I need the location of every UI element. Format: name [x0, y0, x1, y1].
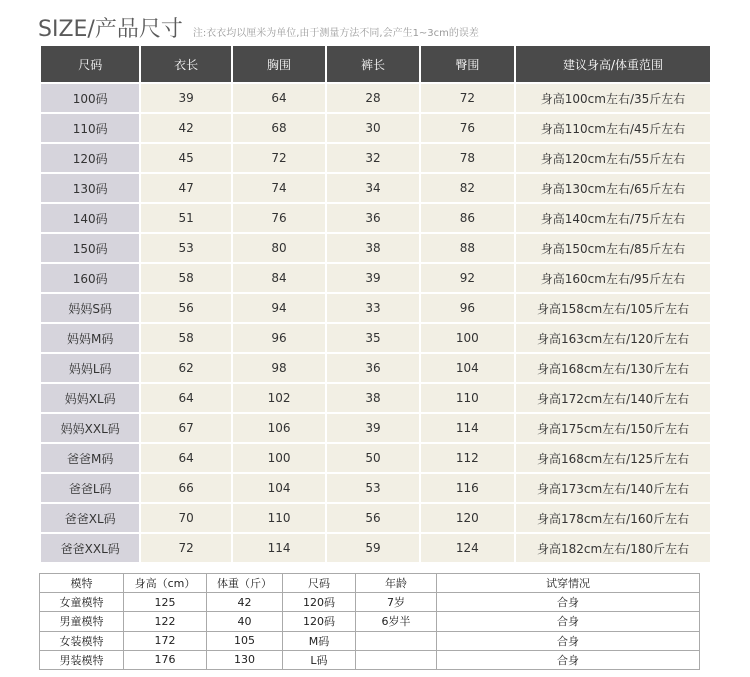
table-cell: 62: [141, 354, 230, 382]
table-cell: 104: [421, 354, 514, 382]
table-cell: 47: [141, 174, 230, 202]
table-cell: [356, 650, 437, 669]
size-row: [41, 354, 710, 382]
model-row: [40, 650, 700, 669]
table-cell: 110: [233, 504, 325, 532]
row-label-cell: 110码: [41, 114, 139, 142]
table-cell: 96: [421, 294, 514, 322]
row-label-cell: 女童模特: [40, 593, 124, 612]
table-cell: 身高140cm左右/75斤左右: [516, 204, 710, 232]
table-cell: 7岁: [356, 593, 437, 612]
row-label-cell: 120码: [41, 144, 139, 172]
size-row: [41, 84, 710, 112]
header-cell: 年龄: [356, 574, 437, 593]
table-cell: 76: [421, 114, 514, 142]
size-row: [41, 144, 710, 172]
table-cell: 39: [327, 264, 418, 292]
size-row: [41, 534, 710, 562]
table-cell: 64: [141, 384, 230, 412]
table-cell: 身高100cm左右/35斤左右: [516, 84, 710, 112]
table-cell: 176: [124, 650, 207, 669]
row-label-cell: 女装模特: [40, 631, 124, 650]
table-cell: 39: [327, 414, 418, 442]
header-cell: 模特: [40, 574, 124, 593]
table-cell: M码: [283, 631, 356, 650]
row-label-cell: 男装模特: [40, 650, 124, 669]
table-cell: 124: [421, 534, 514, 562]
table-cell: 38: [327, 384, 418, 412]
table-cell: 106: [233, 414, 325, 442]
table-cell: 身高120cm左右/55斤左右: [516, 144, 710, 172]
table-cell: 58: [141, 264, 230, 292]
row-label-cell: 妈妈L码: [41, 354, 139, 382]
size-row: [41, 234, 710, 262]
model-fit-table: [39, 573, 700, 670]
table-cell: 33: [327, 294, 418, 322]
row-label-cell: 爸爸XXL码: [41, 534, 139, 562]
table-cell: 120: [421, 504, 514, 532]
size-row: [41, 294, 710, 322]
table-cell: 40: [207, 612, 283, 631]
table-cell: 72: [141, 534, 230, 562]
table-cell: 合身: [437, 631, 700, 650]
table-cell: 56: [327, 504, 418, 532]
table-cell: 84: [233, 264, 325, 292]
table-cell: 100: [233, 444, 325, 472]
row-label-cell: 100码: [41, 84, 139, 112]
table-cell: 30: [327, 114, 418, 142]
table-cell: 28: [327, 84, 418, 112]
row-label-cell: 150码: [41, 234, 139, 262]
size-chart-header-row: [41, 46, 710, 82]
row-label-cell: 男童模特: [40, 612, 124, 631]
table-cell: 51: [141, 204, 230, 232]
table-cell: 67: [141, 414, 230, 442]
page-title: SIZE/产品尺寸: [38, 17, 183, 42]
table-cell: 6岁半: [356, 612, 437, 631]
table-cell: 身高110cm左右/45斤左右: [516, 114, 710, 142]
model-row: [40, 612, 700, 631]
table-cell: 56: [141, 294, 230, 322]
model-header-row: [40, 574, 700, 593]
table-cell: 58: [141, 324, 230, 352]
table-cell: 36: [327, 354, 418, 382]
header-cell: 尺码: [41, 46, 139, 82]
table-cell: L码: [283, 650, 356, 669]
model-row: [40, 593, 700, 612]
table-cell: 53: [327, 474, 418, 502]
header-cell: 裤长: [327, 46, 418, 82]
table-cell: 身高182cm左右/180斤左右: [516, 534, 710, 562]
table-cell: 130: [207, 650, 283, 669]
row-label-cell: 妈妈XXL码: [41, 414, 139, 442]
row-label-cell: 140码: [41, 204, 139, 232]
table-cell: 合身: [437, 650, 700, 669]
table-cell: 104: [233, 474, 325, 502]
size-row: [41, 174, 710, 202]
table-cell: 74: [233, 174, 325, 202]
table-cell: 36: [327, 204, 418, 232]
table-cell: 112: [421, 444, 514, 472]
table-cell: 76: [233, 204, 325, 232]
table-cell: 身高160cm左右/95斤左右: [516, 264, 710, 292]
table-cell: 身高168cm左右/130斤左右: [516, 354, 710, 382]
table-cell: 34: [327, 174, 418, 202]
table-cell: 32: [327, 144, 418, 172]
table-cell: 114: [421, 414, 514, 442]
table-cell: 105: [207, 631, 283, 650]
row-label-cell: 妈妈M码: [41, 324, 139, 352]
table-cell: 身高150cm左右/85斤左右: [516, 234, 710, 262]
table-cell: 59: [327, 534, 418, 562]
row-label-cell: 爸爸L码: [41, 474, 139, 502]
size-chart-table: [39, 44, 712, 564]
table-cell: 92: [421, 264, 514, 292]
table-cell: [356, 631, 437, 650]
table-cell: 116: [421, 474, 514, 502]
table-cell: 125: [124, 593, 207, 612]
page-header: [38, 12, 479, 42]
table-cell: 身高168cm左右/125斤左右: [516, 444, 710, 472]
table-cell: 72: [421, 84, 514, 112]
table-cell: 70: [141, 504, 230, 532]
header-cell: 臀围: [421, 46, 514, 82]
table-cell: 120码: [283, 593, 356, 612]
size-row: [41, 324, 710, 352]
table-cell: 114: [233, 534, 325, 562]
size-row: [41, 384, 710, 412]
table-cell: 110: [421, 384, 514, 412]
table-cell: 80: [233, 234, 325, 262]
header-cell: 胸围: [233, 46, 325, 82]
table-cell: 68: [233, 114, 325, 142]
size-row: [41, 444, 710, 472]
table-cell: 122: [124, 612, 207, 631]
table-cell: 78: [421, 144, 514, 172]
header-cell: 体重（斤）: [207, 574, 283, 593]
table-cell: 合身: [437, 593, 700, 612]
table-cell: 45: [141, 144, 230, 172]
table-cell: 172: [124, 631, 207, 650]
table-cell: 72: [233, 144, 325, 172]
table-cell: 身高173cm左右/140斤左右: [516, 474, 710, 502]
table-cell: 96: [233, 324, 325, 352]
table-cell: 120码: [283, 612, 356, 631]
table-cell: 35: [327, 324, 418, 352]
table-cell: 100: [421, 324, 514, 352]
table-cell: 66: [141, 474, 230, 502]
table-cell: 身高130cm左右/65斤左右: [516, 174, 710, 202]
table-cell: 53: [141, 234, 230, 262]
table-cell: 合身: [437, 612, 700, 631]
row-label-cell: 160码: [41, 264, 139, 292]
size-row: [41, 204, 710, 232]
model-row: [40, 631, 700, 650]
table-cell: 88: [421, 234, 514, 262]
table-cell: 身高163cm左右/120斤左右: [516, 324, 710, 352]
table-cell: 64: [141, 444, 230, 472]
header-cell: 试穿情况: [437, 574, 700, 593]
size-row: [41, 474, 710, 502]
table-cell: 身高178cm左右/160斤左右: [516, 504, 710, 532]
table-cell: 50: [327, 444, 418, 472]
table-cell: 86: [421, 204, 514, 232]
header-cell: 建议身高/体重范围: [516, 46, 710, 82]
size-row: [41, 504, 710, 532]
table-cell: 94: [233, 294, 325, 322]
header-cell: 身高（cm）: [124, 574, 207, 593]
table-cell: 身高172cm左右/140斤左右: [516, 384, 710, 412]
row-label-cell: 130码: [41, 174, 139, 202]
size-row: [41, 414, 710, 442]
table-cell: 102: [233, 384, 325, 412]
size-row: [41, 264, 710, 292]
table-cell: 身高175cm左右/150斤左右: [516, 414, 710, 442]
table-cell: 42: [207, 593, 283, 612]
header-cell: 衣长: [141, 46, 230, 82]
header-cell: 尺码: [283, 574, 356, 593]
table-cell: 38: [327, 234, 418, 262]
table-cell: 39: [141, 84, 230, 112]
table-cell: 身高158cm左右/105斤左右: [516, 294, 710, 322]
table-cell: 64: [233, 84, 325, 112]
row-label-cell: 妈妈S码: [41, 294, 139, 322]
row-label-cell: 爸爸M码: [41, 444, 139, 472]
table-cell: 98: [233, 354, 325, 382]
table-cell: 42: [141, 114, 230, 142]
measurement-note: 注:衣衣均以厘米为单位,由于测量方法不同,会产生1~3cm的误差: [192, 28, 479, 39]
row-label-cell: 妈妈XL码: [41, 384, 139, 412]
table-cell: 82: [421, 174, 514, 202]
row-label-cell: 爸爸XL码: [41, 504, 139, 532]
size-row: [41, 114, 710, 142]
